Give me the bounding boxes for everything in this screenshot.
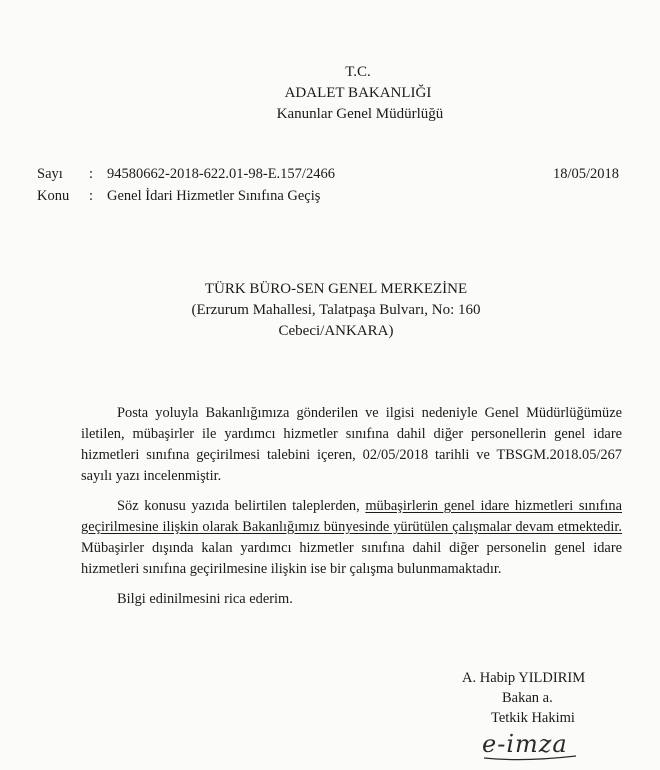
- konu-value: Genel İdari Hizmetler Sınıfına Geçiş: [107, 188, 321, 204]
- e-signature-mark: [478, 725, 588, 765]
- paragraph-3: Bilgi edinilmesini rica ederim.: [117, 591, 293, 607]
- paragraph-2-underlined: mübaşirlerin genel idare hizmetleri sınıfına geçirilmesine ilişkin olarak Bakanlığımız bünyesinde yürütülen çalışmalar devam etmektedir.: [81, 498, 622, 535]
- paragraph-2-end: Mübaşirler dışında kalan yardımcı hizmetler sınıfına dahil diğer personelin genel idare hizmetleri sınıfına geçirilmesine ilişkin ise bir çalışma bulunmamaktadır.: [81, 540, 622, 577]
- recipient-block: [0, 279, 660, 342]
- signatory-title-2: Tetkik Hakimi: [491, 710, 575, 726]
- paragraph-2: [81, 496, 622, 580]
- letterhead-ministry: ADALET BAKANLIĞI: [284, 85, 432, 101]
- letterhead-department: Kanunlar Genel Müdürlüğü: [276, 106, 444, 122]
- konu-colon: :: [89, 188, 94, 204]
- recipient-name: TÜRK BÜRO-SEN GENEL MERKEZİNE: [204, 281, 468, 297]
- sayi-colon: :: [89, 166, 94, 182]
- recipient-address-line2: Cebeci/ANKARA): [278, 323, 394, 339]
- sayi-label: Sayı: [37, 166, 63, 182]
- paragraph-2-start: Söz konusu yazıda belirtilen taleplerden,: [117, 498, 366, 514]
- document-date: 18/05/2018: [552, 166, 619, 182]
- letterhead: [0, 62, 660, 125]
- document-meta: [37, 163, 637, 207]
- e-signature-text: e-imza: [482, 730, 568, 758]
- signatory-name: A. Habip YILDIRIM: [462, 670, 586, 686]
- recipient-address-line1: (Erzurum Mahallesi, Talatpaşa Bulvarı, No: 160: [191, 302, 481, 318]
- signature-block: [452, 668, 642, 728]
- sayi-value: 94580662-2018-622.01-98-E.157/2466: [107, 166, 335, 182]
- letterhead-country: T.C.: [345, 64, 371, 80]
- paragraph-1: Posta yoluyla Bakanlığımıza gönderilen ve ilgisi nedeniyle Genel Müdürlüğümüze iletilen, mübaşirler ile yardımcı hizmetler sınıfına dahil diğer personellerin genel idare hizmetleri sınıfına geçirilmesi talebini içeren, 02/05/2018 tarihli ve TBSGM.2018.05/267 sayılı yazı incelenmiştir.: [81, 405, 622, 484]
- letter-body: [81, 403, 622, 619]
- konu-row: [37, 185, 637, 207]
- sayi-row: [37, 163, 637, 185]
- signatory-title-1: Bakan a.: [502, 690, 553, 706]
- konu-label: Konu: [37, 188, 70, 204]
